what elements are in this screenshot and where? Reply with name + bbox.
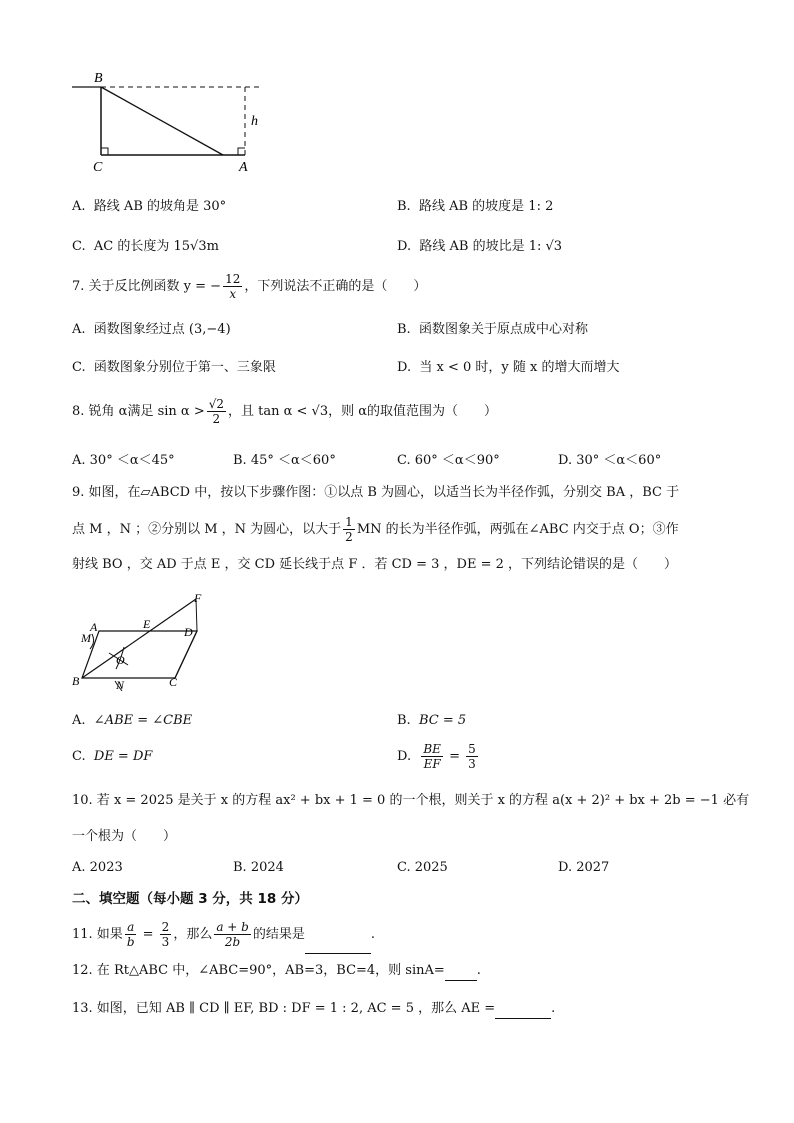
q6-option-c: C. AC 的长度为 15√3m (72, 239, 219, 254)
point-label-e: E (143, 617, 151, 631)
q13-answer-blank[interactable] (495, 1000, 551, 1019)
point-label-a: A (239, 160, 248, 175)
q7-stem: 7. 关于反比例函数 y = − $\frac{12}{x}$ ，下列说法不正确的是（ ） (72, 272, 427, 301)
section-heading: 二、填空题（每小题 3 分，共 18 分） (72, 891, 308, 907)
q11-answer-blank[interactable] (305, 917, 371, 954)
point-label-n: N (116, 678, 125, 692)
point-label-c2: C (169, 675, 178, 689)
q9-option-d: D. $\frac{BE}{EF}$ = $\frac{5}{3}$ (397, 742, 476, 771)
q9-option-a: A. ∠ABE = ∠CBE (72, 713, 193, 728)
q9-option-b: B. BC = 5 (397, 713, 467, 728)
point-label-b2: B (72, 674, 80, 688)
q8-option-b: B. 45° ＜α＜60° (233, 453, 336, 468)
q9-line1: 9. 如图，在▱ABCD 中，按以下步骤作图：①以点 B 为圆心，以适当长为半径作弧，分别交 BA ，BC 于 (72, 485, 680, 500)
q9-option-c: C. DE = DF (72, 749, 153, 764)
q7-option-d: D. 当 x < 0 时，y 随 x 的增大而增大 (397, 360, 620, 375)
point-label-m: M (81, 631, 91, 645)
q7-option-a: A. 函数图象经过点 (3,−4) (72, 322, 231, 337)
point-label-o: O (116, 653, 125, 667)
q13-stem: 13. 如图，已知 AB ∥ CD ∥ EF, BD : DF = 1 : 2, AC = 5 ，那么 AE = . (72, 1000, 555, 1019)
q12-stem: 12. 在 Rt△ABC 中，∠ABC=90°，AB=3，BC=4，则 sinA= . (72, 962, 481, 981)
point-label-b: B (94, 71, 103, 86)
q6-option-b: B. 路线 AB 的坡度是 1: 2 (397, 199, 554, 214)
q11-stem: 11. 如果 $\frac{a}{b}$ = $\frac{2}{3}$ ，那么 $\frac{a + b}{2b}$ 的结果是 . (72, 917, 375, 954)
q8-option-d: D. 30° ＜α＜60° (558, 453, 662, 468)
q9-line3: 射线 BO ，交 AD 于点 E ，交 CD 延长线于点 F ．若 CD = 3 ，DE = 2 ，下列结论错误的是（ ） (72, 557, 678, 572)
q9-line2: 点 M ，N ；②分别以 M ，N 为圆心，以大于 $\frac{1}{2}$ MN 的长为半径作弧，两弧在∠ABC 内交于点 O；③作 (72, 515, 679, 544)
q6-option-a: A. 路线 AB 的坡角是 30° (72, 199, 227, 214)
height-label-h: h (251, 114, 258, 129)
q7-option-c: C. 函数图象分别位于第一、三象限 (72, 360, 276, 375)
q10-option-c: C. 2025 (397, 860, 448, 875)
q8-option-c: C. 60° ＜α＜90° (397, 453, 500, 468)
parallelogram-figure (66, 587, 226, 697)
q6-option-d: D. 路线 AB 的坡比是 1: √3 (397, 239, 563, 254)
q10-line2: 一个根为（ ） (72, 829, 177, 844)
point-label-d: D (184, 625, 193, 639)
q8-option-a: A. 30° ＜α＜45° (72, 453, 175, 468)
point-label-c: C (93, 160, 103, 175)
q12-answer-blank[interactable] (445, 962, 477, 981)
q10-line1: 10. 若 x = 2025 是关于 x 的方程 ax² + bx + 1 = 0 的一个根，则关于 x 的方程 a(x + 2)² + bx + 2b = −1 必有 (72, 793, 750, 808)
slope-figure (60, 64, 280, 176)
q7-option-b: B. 函数图象关于原点成中心对称 (397, 322, 588, 337)
q8-stem: 8. 锐角 α满足 sin α > $\frac{√2}{2}$ ，且 tan α < √3，则 α的取值范围为（ ） (72, 397, 498, 426)
point-label-f: F (194, 591, 202, 605)
q10-option-d: D. 2027 (558, 860, 610, 875)
q10-option-b: B. 2024 (233, 860, 284, 875)
q10-option-a: A. 2023 (72, 860, 123, 875)
point-label-a2: A (90, 620, 98, 634)
